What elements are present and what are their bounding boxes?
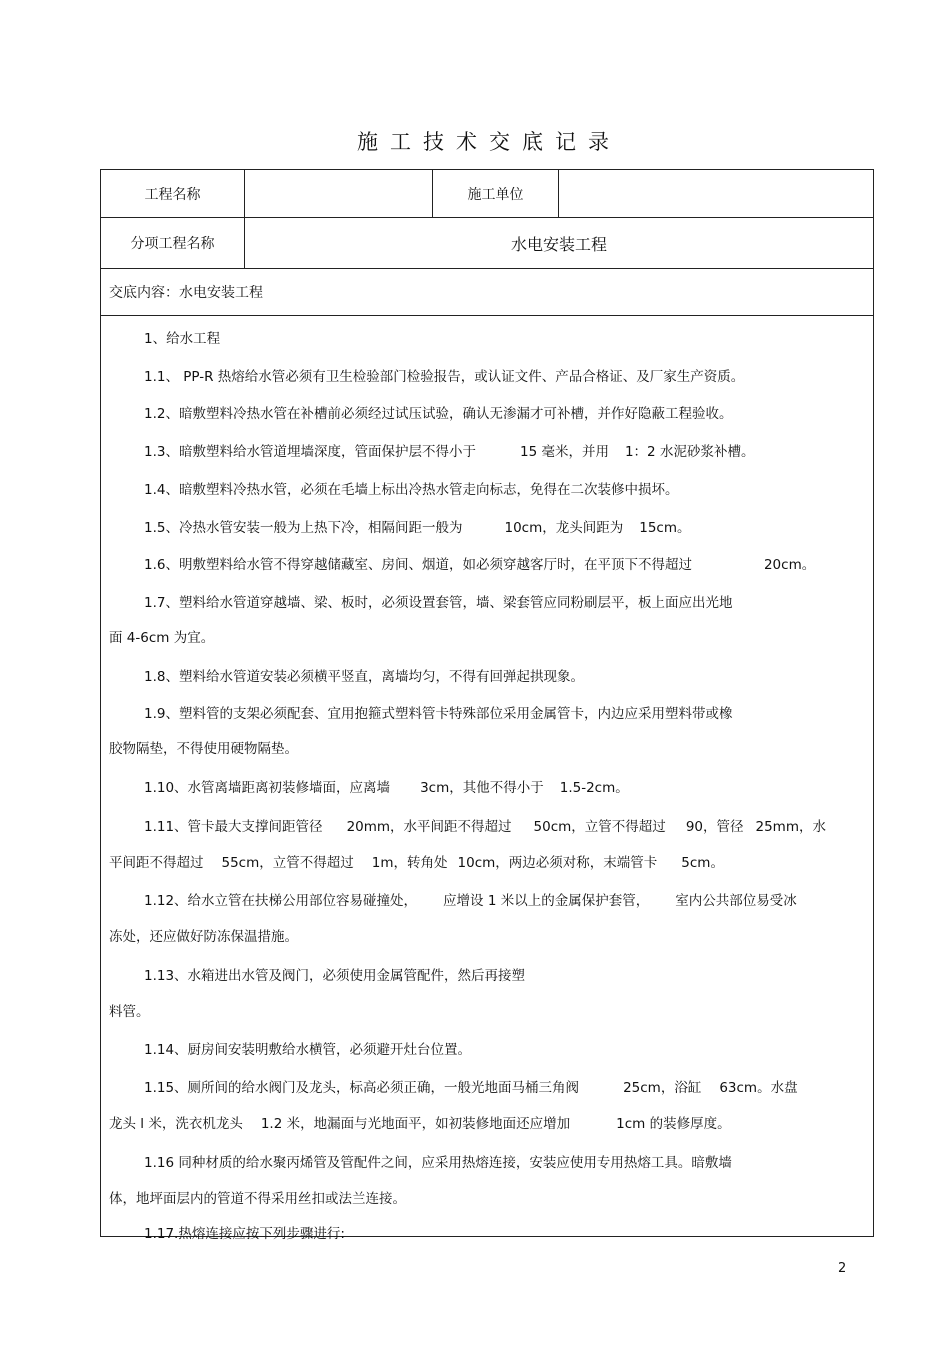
clause-1-15-line1 xyxy=(144,1076,798,1096)
clause-text: 平间距不得超过 xyxy=(109,855,204,871)
clause-1-9-line2: 胶物隔垫，不得使用硬物隔垫。 xyxy=(109,741,298,757)
clause-text: 应增设 1 米以上的金属保护套管， xyxy=(443,893,650,909)
clause-text: 1：2 水泥砂浆补槽。 xyxy=(624,444,755,460)
construction-unit-field[interactable] xyxy=(559,170,873,217)
row-divider xyxy=(101,315,873,316)
clause-text: 15cm。 xyxy=(639,520,691,536)
project-name-label: 工程名称 xyxy=(144,186,201,203)
clause-1-16-line1: 1.16 同种材质的给水聚丙烯管及管配件之间，应采用热熔连接，安装应使用专用热熔工具。暗敷墙 xyxy=(144,1155,732,1171)
clause-text: 1.11、管卡最大支撑间距管径 xyxy=(144,819,323,835)
clause-text: 63cm。水盘 xyxy=(719,1080,798,1096)
clause-1-5 xyxy=(144,516,691,536)
clause-text: 1.5-2cm。 xyxy=(559,780,629,796)
clause-1-4: 1.4、暗敷塑料冷热水管，必须在毛墙上标出冷热水管走向标志，免得在二次装修中损坏。 xyxy=(144,482,679,498)
clause-1-11-line2 xyxy=(109,851,724,871)
clause-text: 25mm，水 xyxy=(755,819,826,835)
clause-text: 1cm 的装修厚度。 xyxy=(616,1116,731,1132)
project-name-field[interactable] xyxy=(245,170,431,217)
sub-project-value: 水电安装工程 xyxy=(510,234,607,254)
clause-text: 1.12、给水立管在扶梯公用部位容易碰撞处， xyxy=(144,893,418,909)
clause-text: 3cm，其他不得小于 xyxy=(420,780,544,796)
clause-1-7-line2: 面 4-6cm 为宜。 xyxy=(109,630,215,646)
clause-1-2: 1.2、暗敷塑料冷热水管在补槽前必须经过试压试验，确认无渗漏才可补槽，并作好隐蔽工程验收。 xyxy=(144,406,733,422)
section-heading: 1、给水工程 xyxy=(144,331,221,347)
clause-1-13-line1: 1.13、水箱进出水管及阀门，必须使用金属管配件，然后再接塑 xyxy=(144,968,526,984)
clause-text: 15 毫米，并用 xyxy=(519,444,609,460)
clause-1-3 xyxy=(144,440,754,460)
clause-text: 20cm。 xyxy=(763,557,816,573)
clause-text: 20mm，水平间距不得超过 xyxy=(346,819,512,835)
clause-1-11-line1 xyxy=(144,815,826,835)
clause-1-10 xyxy=(144,776,629,796)
construction-unit-label: 施工单位 xyxy=(467,186,524,203)
clause-text: 55cm，立管不得超过 xyxy=(221,855,354,871)
clause-text: 1.3、暗敷塑料给水管道埋墙深度，管面保护层不得小于 xyxy=(144,444,476,460)
disclosure-content-label: 交底内容：水电安装工程 xyxy=(109,285,263,301)
clause-1-13-line2: 料管。 xyxy=(109,1004,150,1020)
clause-1-6 xyxy=(144,553,815,573)
clause-1-14: 1.14、厨房间安装明敷给水横管，必须避开灶台位置。 xyxy=(144,1042,472,1058)
clause-1-12-line1 xyxy=(144,889,797,909)
clause-text: 室内公共部位易受冰 xyxy=(675,893,797,909)
clause-text: 25cm，浴缸 xyxy=(623,1080,702,1096)
clause-1-15-line2 xyxy=(109,1112,731,1132)
clause-1-17: 1.17.热熔连接应按下列步骤进行: xyxy=(144,1226,345,1242)
page-number: 2 xyxy=(838,1261,847,1276)
clause-text: 1.15、厕所间的给水阀门及龙头，标高必须正确，一般光地面马桶三角阀 xyxy=(144,1080,580,1096)
clause-text: 1.2 米，地漏面与光地面平，如初装修地面还应增加 xyxy=(260,1116,571,1132)
clause-1-12-line2: 冻处，还应做好防冻保温措施。 xyxy=(109,929,298,945)
clause-text: 1m，转角处 xyxy=(371,855,448,871)
clause-text: 10cm，两边必须对称，末端管卡 xyxy=(457,855,658,871)
clause-text: 龙头 l 米，洗衣机龙头 xyxy=(109,1116,243,1132)
clause-text: 5cm。 xyxy=(681,855,724,871)
clause-1-16-line2: 体，地坪面层内的管道不得采用丝扣或法兰连接。 xyxy=(109,1191,406,1207)
clause-text: 1.10、水管离墙距离初装修墙面，应离墙 xyxy=(144,780,391,796)
clause-1-1: 1.1、 PP-R 热熔给水管必须有卫生检验部门检验报告，或认证文件、产品合格证、及厂家生产资质。 xyxy=(144,369,745,385)
clause-text: 10cm，龙头间距为 xyxy=(504,520,624,536)
sub-project-label: 分项工程名称 xyxy=(130,236,215,252)
clause-text: 1.6、明敷塑料给水管不得穿越储藏室、房间、烟道，如必须穿越客厅时，在平顶下不得超过 xyxy=(144,557,692,573)
clause-1-9-line1: 1.9、塑料管的支架必须配套、宜用抱箍式塑料管卡特殊部位采用金属管卡，内边应采用塑料带或橡 xyxy=(144,706,733,722)
disclosure-record-form xyxy=(100,169,874,1242)
clause-text: 90，管径 xyxy=(685,819,744,835)
clause-1-7-line1: 1.7、塑料给水管道穿越墙、梁、板时，必须设置套管，墙、梁套管应同粉刷层平，板上面应出光地 xyxy=(144,595,733,611)
clause-text: 50cm，立管不得超过 xyxy=(533,819,666,835)
clause-1-8: 1.8、塑料给水管道安装必须横平竖直，离墙均匀，不得有回弹起拱现象。 xyxy=(144,669,584,685)
clause-text: 1.5、冷热水管安装一般为上热下冷，相隔间距一般为 xyxy=(144,520,463,536)
page-title: 施工技术交底记录 xyxy=(357,130,621,154)
